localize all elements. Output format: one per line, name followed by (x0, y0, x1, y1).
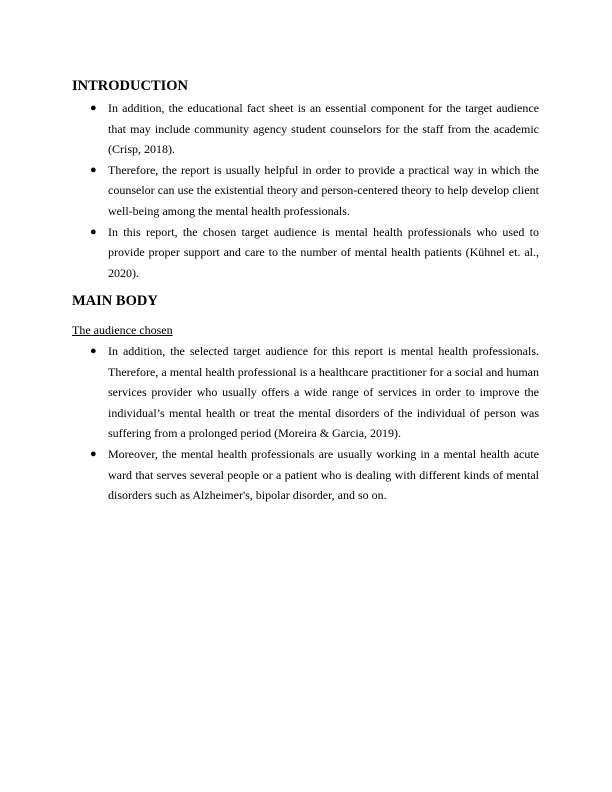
list-item (90, 222, 539, 284)
bullet-icon: ● (90, 102, 97, 114)
introduction-bullet-list (90, 98, 539, 283)
bullet-icon: ● (90, 447, 97, 460)
list-item (90, 341, 539, 444)
bullet-icon: ● (90, 163, 97, 176)
main-body-heading: MAIN BODY (72, 293, 158, 309)
bullet-icon: ● (90, 345, 97, 357)
list-item (90, 160, 539, 222)
main-body-bullet-list (90, 341, 539, 506)
bullet-text: In addition, the selected target audience for this report is mental health professionals. Therefore, a mental health professional is a healthcare practitioner for a social and human services provider who usually offers a wide range of services in order to improve the individual’s mental health or treat the mental disorders of the individual of person was suffering from a prolonged period (Moreira & Garcia, 2019). (108, 344, 539, 441)
introduction-heading: INTRODUCTION (72, 78, 189, 94)
audience-chosen-subheading: The audience chosen (72, 323, 173, 337)
list-item (90, 98, 539, 160)
bullet-text: In addition, the educational fact sheet is an essential component for the target audience that may include community agency student counselors for the staff from the academic (Crisp, 2018). (108, 101, 539, 157)
bullet-text: Therefore, the report is usually helpful in order to provide a practical way in which the counselor can use the existential theory and person-centered theory to help develop client well-being among the mental health professionals. (108, 162, 539, 218)
bullet-text: In this report, the chosen target audience is mental health professionals who used to provide proper support and care to the number of mental health patients (Kühnel et. al., 2020). (108, 224, 539, 280)
list-item (90, 444, 539, 506)
bullet-icon: ● (90, 225, 97, 238)
bullet-text: Moreover, the mental health professionals are usually working in a mental health acute ward that serves several people or a patient who is dealing with different kinds of mental disorders such as Alzheimer's, bipolar disorder, and so on. (108, 446, 539, 503)
